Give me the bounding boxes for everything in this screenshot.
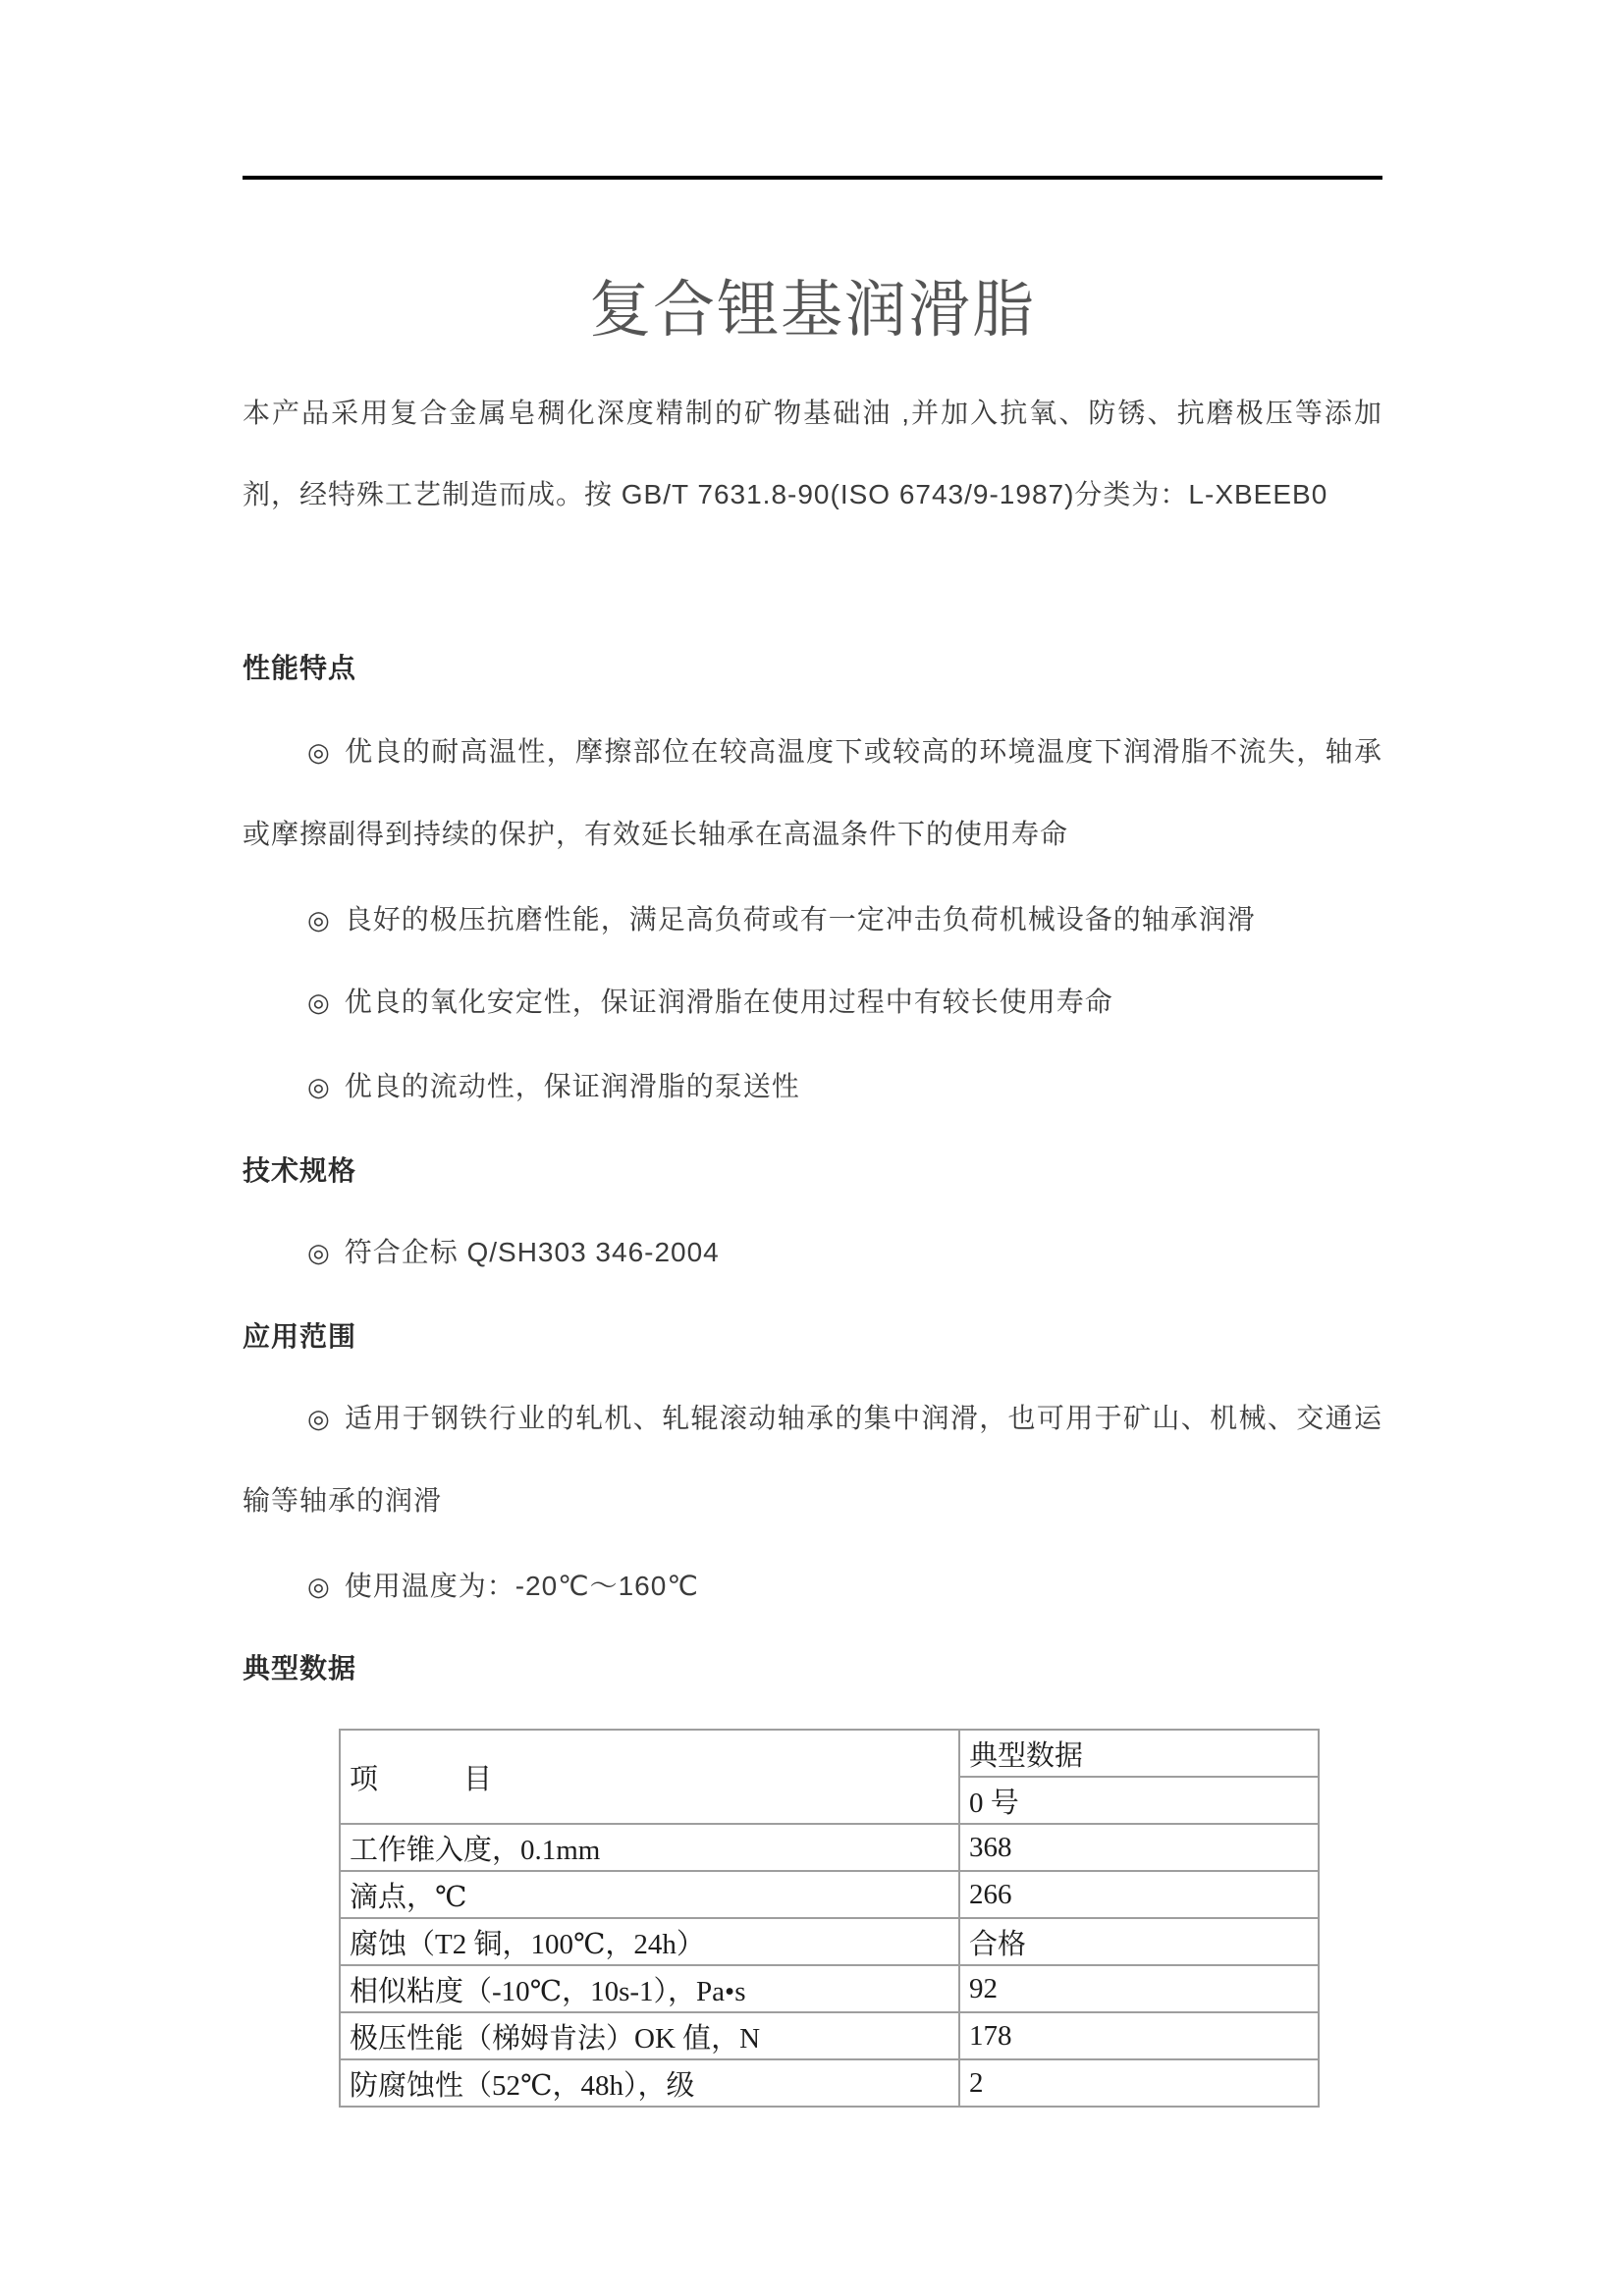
bullet-text: 优良的氧化安定性，保证润滑脂在使用过程中有较长使用寿命 (344, 987, 1113, 1017)
table-row (340, 2059, 1319, 2107)
table-row (340, 1871, 1319, 1918)
bullet-item (243, 1545, 1382, 1628)
document-content (0, 176, 1624, 2108)
item-cell: 极压性能（梯姆肯法）OK 值，N (340, 2012, 959, 2059)
section-heading-specification: 技术规格 (243, 1155, 357, 1186)
section-heading-application: 应用范围 (243, 1321, 357, 1352)
section-heading-typical-data: 典型数据 (243, 1653, 357, 1683)
bullet-marker-icon: ◎ (307, 1572, 331, 1601)
typical-data-table (339, 1729, 1320, 2108)
bullet-marker-icon: ◎ (307, 1404, 332, 1433)
item-header-cell: 项 目 (340, 1730, 959, 1824)
value-cell: 266 (959, 1871, 1319, 1918)
table-row (340, 1824, 1319, 1871)
bullet-item (243, 879, 1382, 961)
bullet-text: 使用温度为：-20℃～160℃ (344, 1571, 699, 1601)
bullet-text: 良好的极压抗磨性能，满足高负荷或有一定冲击负荷机械设备的轴承润滑 (344, 904, 1256, 934)
grade-header-cell: 0 号 (959, 1777, 1319, 1824)
value-cell: 92 (959, 1965, 1319, 2012)
item-cell: 工作锥入度，0.1mm (340, 1824, 959, 1871)
intro-paragraph: 本产品采用复合金属皂稠化深度精制的矿物基础油 ,并加入抗氧、防锈、抗磨极压等添加剂，经特殊工艺制造而成。按 GB/T 7631.8-90(ISO 6743/9-1987)分类为：L-XBEEB0 (243, 398, 1382, 509)
value-cell: 2 (959, 2059, 1319, 2107)
value-cell: 368 (959, 1824, 1319, 1871)
table-row (340, 1965, 1319, 2012)
bullet-text: 优良的耐高温性，摩擦部位在较高温度下或较高的环境温度下润滑脂不流失，轴承或摩擦副得到持续的保护，有效延长轴承在高温条件下的使用寿命 (243, 736, 1382, 849)
bullet-text: 适用于钢铁行业的轧机、轧辊滚动轴承的集中润滑，也可用于矿山、机械、交通运输等轴承的润滑 (243, 1403, 1382, 1516)
bullet-item (243, 1211, 1382, 1294)
table-row (340, 2012, 1319, 2059)
typical-data-header-cell: 典型数据 (959, 1730, 1319, 1777)
table-row (340, 1918, 1319, 1965)
item-cell: 腐蚀（T2 铜，100℃，24h） (340, 1918, 959, 1965)
item-cell: 滴点，℃ (340, 1871, 959, 1918)
value-cell: 178 (959, 2012, 1319, 2059)
bullet-item (243, 1045, 1382, 1128)
bullet-marker-icon: ◎ (307, 988, 331, 1017)
bullet-item (243, 1377, 1382, 1541)
bullet-marker-icon: ◎ (307, 1238, 331, 1267)
value-cell: 合格 (959, 1918, 1319, 1965)
bullet-marker-icon: ◎ (307, 1072, 331, 1101)
bullet-item (243, 711, 1382, 875)
bullet-item (243, 961, 1382, 1043)
document-title: 复合锂基润滑脂 (589, 276, 1036, 345)
item-cell: 相似粘度（-10℃，10s-1），Pa•s (340, 1965, 959, 2012)
bullet-text: 符合企标 Q/SH303 346-2004 (344, 1237, 720, 1267)
item-cell: 防腐蚀性（52℃，48h），级 (340, 2059, 959, 2107)
table-header-row (340, 1730, 1319, 1777)
bullet-marker-icon: ◎ (307, 737, 332, 767)
bullet-marker-icon: ◎ (307, 905, 331, 934)
bullet-text: 优良的流动性，保证润滑脂的泵送性 (344, 1071, 800, 1101)
header-rule (243, 176, 1382, 180)
section-heading-performance: 性能特点 (243, 653, 357, 683)
